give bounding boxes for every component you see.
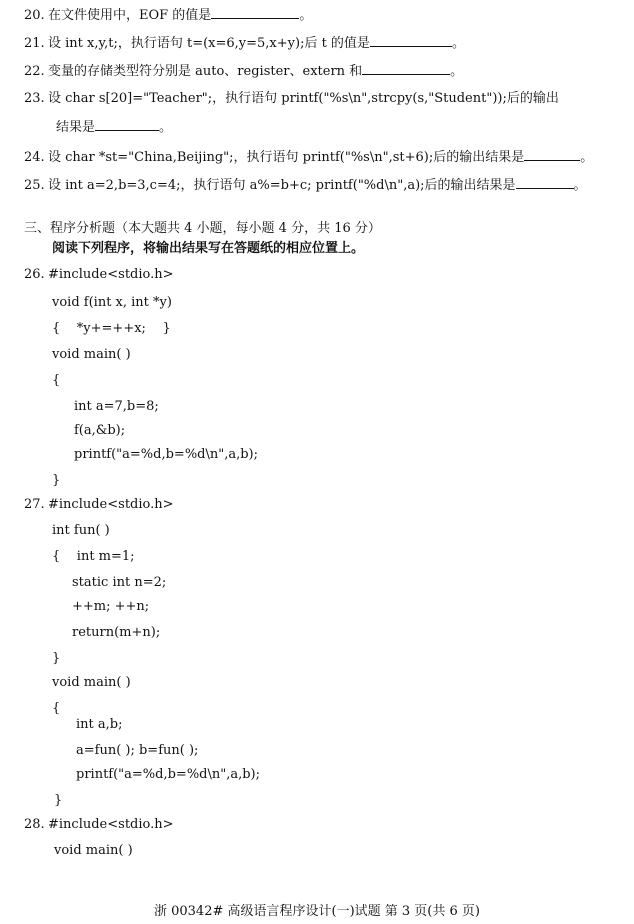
code-line: void f(int x, int *y)	[52, 295, 172, 310]
section-title: 三、程序分析题（本大题共 4 小题，每小题 4 分，共 16 分）	[24, 221, 381, 236]
code-line: {	[52, 701, 61, 716]
code-line: { int m=1;	[52, 549, 135, 564]
code-line: void main( )	[52, 347, 131, 362]
answer-blank	[370, 34, 452, 47]
question-number: 28.	[24, 817, 45, 832]
code-line: int a,b;	[76, 717, 123, 732]
question-23-continued	[56, 118, 172, 137]
code-line: {	[52, 373, 61, 388]
question-text: 结果是	[56, 120, 96, 135]
question-number: 26.	[24, 267, 45, 282]
code-line: printf("a=%d,b=%d\n",a,b);	[74, 447, 259, 462]
question-tail: 。	[450, 64, 464, 79]
section-instruction: 阅读下列程序，将输出结果写在答题纸的相应位置上。	[52, 241, 365, 256]
question-number: 24.	[24, 150, 45, 165]
program-28-header	[24, 816, 174, 834]
question-text: 变量的存储类型符分别是 auto、register、extern 和	[48, 64, 363, 79]
code-line: f(a,&b);	[74, 423, 126, 438]
code-line: ++m; ++n;	[72, 599, 150, 614]
code-line: printf("a=%d,b=%d\n",a,b);	[76, 767, 261, 782]
code-line: a=fun( ); b=fun( );	[76, 743, 199, 758]
question-text: 设 char s[20]="Teacher";，执行语句 printf("%s\n",strcpy(s,"Student"));后的输出	[48, 91, 559, 106]
question-tail: 。	[299, 8, 313, 23]
code-line: #include<stdio.h>	[48, 267, 174, 282]
code-line: }	[52, 473, 61, 488]
question-number: 27.	[24, 497, 45, 512]
answer-blank	[524, 148, 580, 161]
page-footer: 浙 00342# 高级语言程序设计(一)试题 第 3 页(共 6 页)	[153, 904, 480, 919]
answer-blank	[362, 62, 450, 75]
code-line: { *y+=++x; }	[52, 321, 171, 336]
code-line: #include<stdio.h>	[48, 497, 174, 512]
code-line: static int n=2;	[72, 575, 167, 590]
question-text: 设 int x,y,t;，执行语句 t=(x=6,y=5,x+y);后 t 的值是	[48, 36, 370, 51]
question-22	[24, 62, 463, 81]
question-23	[24, 90, 559, 108]
question-25	[24, 176, 587, 195]
code-line: int fun( )	[52, 523, 110, 538]
code-line: }	[54, 793, 63, 808]
question-tail: 。	[159, 120, 173, 135]
program-27-header	[24, 496, 174, 514]
program-26-header	[24, 266, 174, 284]
code-line: #include<stdio.h>	[48, 817, 174, 832]
question-tail: 。	[573, 178, 587, 193]
question-21	[24, 34, 465, 53]
question-text: 设 int a=2,b=3,c=4;，执行语句 a%=b+c; printf("%d\n",a);后的输出结果是	[48, 178, 516, 193]
question-number: 21.	[24, 36, 45, 51]
question-tail: 。	[580, 150, 594, 165]
question-20	[24, 6, 312, 25]
question-text: 在文件使用中，EOF 的值是	[48, 8, 212, 23]
question-tail: 。	[451, 36, 465, 51]
question-number: 25.	[24, 178, 45, 193]
answer-blank	[516, 176, 574, 189]
question-text: 设 char *st="China,Beijing";，执行语句 printf("%s\n",st+6);后的输出结果是	[48, 150, 525, 165]
question-24	[24, 148, 593, 167]
code-line: void main( )	[52, 675, 131, 690]
answer-blank	[95, 118, 159, 131]
question-number: 20.	[24, 8, 45, 23]
answer-blank	[211, 6, 299, 19]
question-number: 23.	[24, 91, 45, 106]
code-line: int a=7,b=8;	[74, 399, 159, 414]
code-line: return(m+n);	[72, 625, 161, 640]
question-number: 22.	[24, 64, 45, 79]
code-line: }	[52, 651, 61, 666]
code-line: void main( )	[54, 843, 133, 858]
